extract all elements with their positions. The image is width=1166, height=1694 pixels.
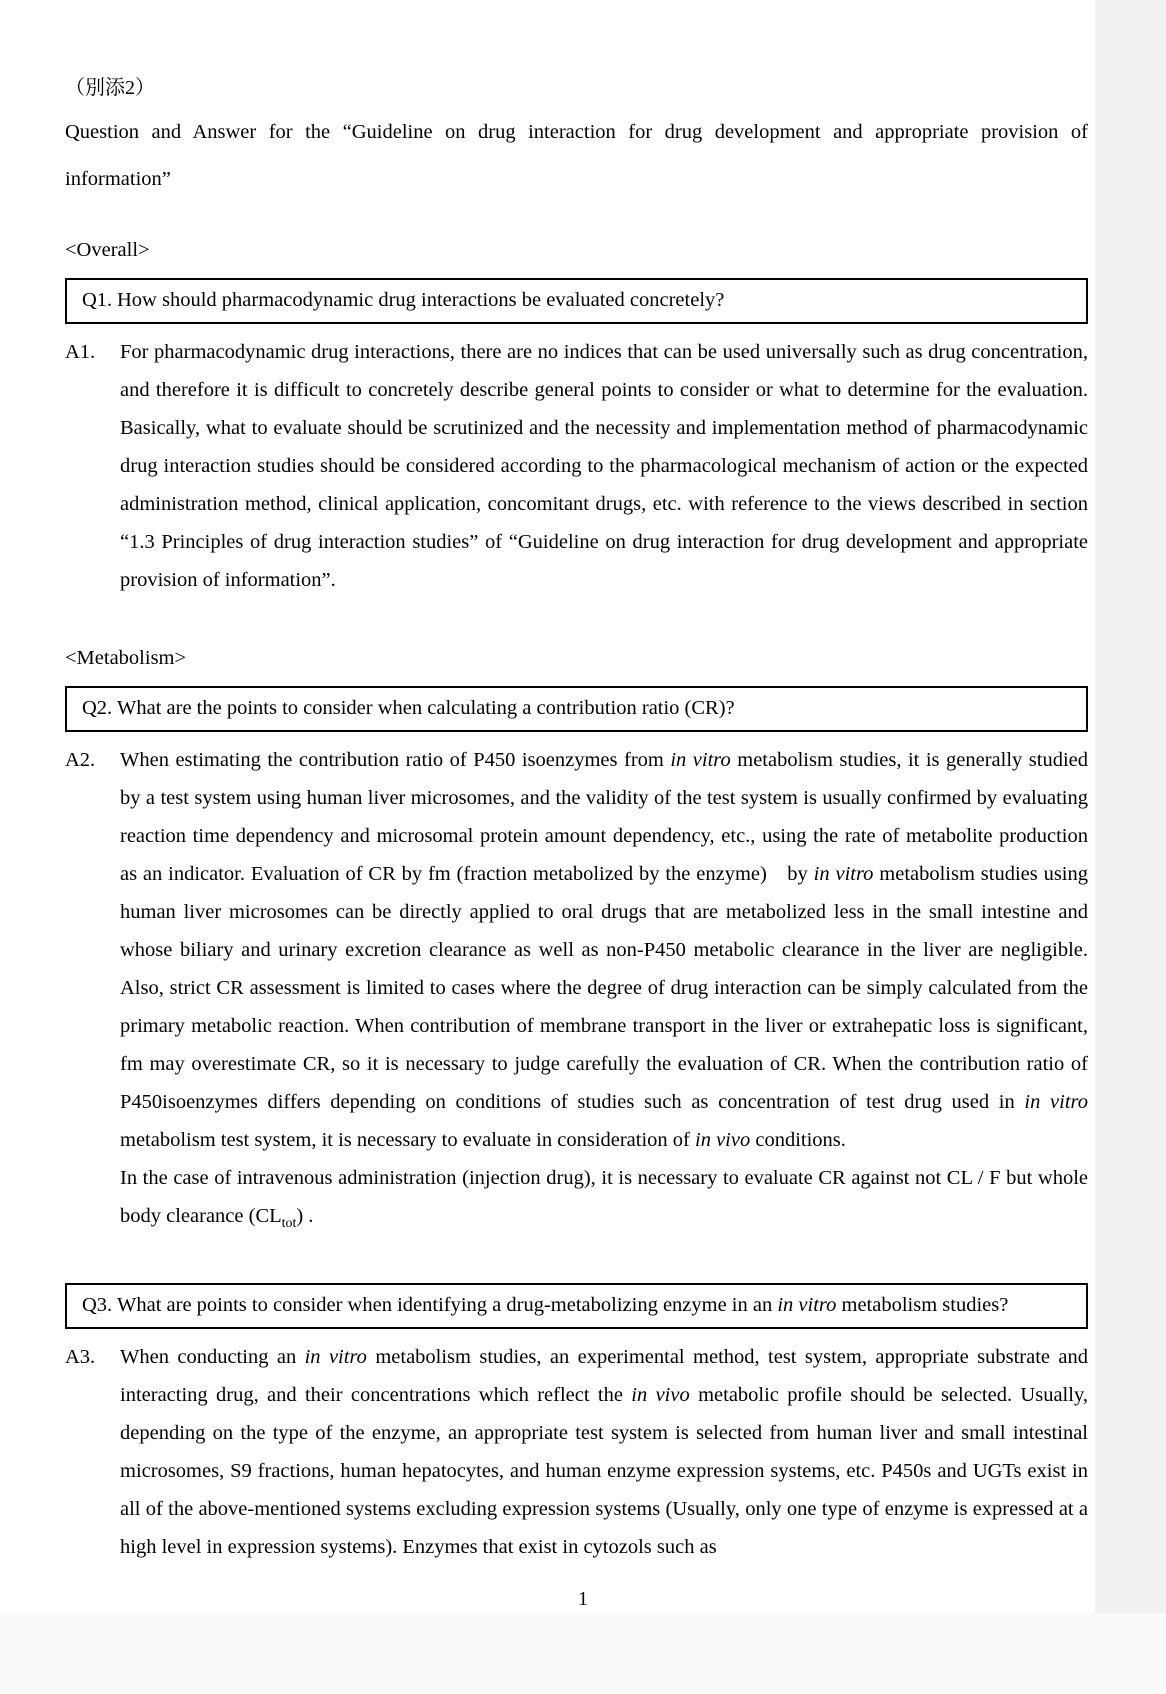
- a2-text: [120, 741, 1088, 1243]
- answer-a3: [65, 1338, 1088, 1566]
- q2-question-text: What are the points to consider when calculating a contribution ratio (CR)?: [117, 697, 735, 719]
- document-page: [65, 0, 1088, 1566]
- page-edge-bottom: [0, 1613, 1166, 1694]
- answer-a2: [65, 741, 1088, 1243]
- a3-paragraph: When conducting an in vitro metabolism studies, an experimental method, test system, appropriate substrate and interacting drug, and their concentrations which reflect the in vivo metabolic profile should be selected. Usually, depending on the type of the enzyme, an appropriate test system is selected from human liver and small intestinal microsomes, S9 fractions, human hepatocytes, and human enzyme expression systems, etc. P450s and UGTs exist in all of the above-mentioned systems excluding expression systems (Usually, only one type of enzyme is expressed at a high level in expression systems). Enzymes that exist in cytozols such as: [120, 1346, 1089, 1559]
- q1-question-text: How should pharmacodynamic drug interactions be evaluated concretely?: [117, 289, 725, 311]
- page-edge-right: [1095, 0, 1166, 1613]
- q1-label: Q1.: [82, 289, 113, 311]
- q3-question-text: What are points to consider when identifying a drug-metabolizing enzyme in an in vitro metabolism studies?: [117, 1294, 1009, 1317]
- page-number: 1: [578, 1588, 588, 1610]
- a2-label: A2.: [65, 749, 96, 771]
- answer-a1: [65, 333, 1088, 599]
- q3-label: Q3.: [82, 1294, 113, 1317]
- question-box-q2: [65, 686, 1088, 732]
- a1-label: A1.: [65, 341, 96, 363]
- a3-text: [120, 1338, 1088, 1566]
- document-title: Question and Answer for the “Guideline on drug interaction for drug development and appropriate provision of information”: [65, 121, 1088, 190]
- a2-paragraph-1: When estimating the contribution ratio of P450 isoenzymes from in vitro metabolism studies, it is generally studied by a test system using human liver microsomes, and the validity of the test system is usually confirmed by evaluating reaction time dependency and microsomal protein amount dependency, etc., using the rate of metabolite production as an indicator. Evaluation of CR by fm (fraction metabolized by the enzyme) by in vitro metabolism studies using human liver microsomes can be directly applied to oral drugs that are metabolized less in the small intestine and whose biliary and urinary excretion clearance as well as non-P450 metabolic clearance in the liver are negligible. Also, strict CR assessment is limited to cases where the degree of drug interaction can be simply calculated from the primary metabolic reaction. When contribution of membrane transport in the liver or extrahepatic loss is significant, fm may overestimate CR, so it is necessary to judge carefully the evaluation of CR. When the contribution ratio of P450isoenzymes differs depending on conditions of studies such as concentration of test drug used in in vitro metabolism test system, it is necessary to evaluate in consideration of in vivo conditions.: [120, 749, 1089, 1151]
- question-box-q1: [65, 278, 1088, 324]
- q2-label: Q2.: [82, 697, 113, 719]
- a1-paragraph: For pharmacodynamic drug interactions, there are no indices that can be used universally such as drug concentration, and therefore it is difficult to concretely describe general points to consider or what to determine for the evaluation. Basically, what to evaluate should be scrutinized and the necessity and implementation method of pharmacodynamic drug interaction studies should be considered according to the pharmacological mechanism of action or the expected administration method, clinical application, concomitant drugs, etc. with reference to the views described in section “1.3 Principles of drug interaction studies” of “Guideline on drug interaction for drug development and appropriate provision of information”.: [120, 341, 1088, 591]
- annex-label: （別添2）: [65, 77, 155, 99]
- a1-text: [120, 333, 1088, 599]
- section-heading-metabolism: <Metabolism>: [65, 647, 187, 669]
- section-heading-overall: <Overall>: [65, 239, 150, 261]
- question-box-q3: [65, 1283, 1088, 1329]
- a3-label: A3.: [65, 1346, 96, 1369]
- a2-paragraph-2: In the case of intravenous administration (injection drug), it is necessary to evaluate CR against not CL / F but whole body clearance $(CL_{tot})$ .: [120, 1167, 1088, 1232]
